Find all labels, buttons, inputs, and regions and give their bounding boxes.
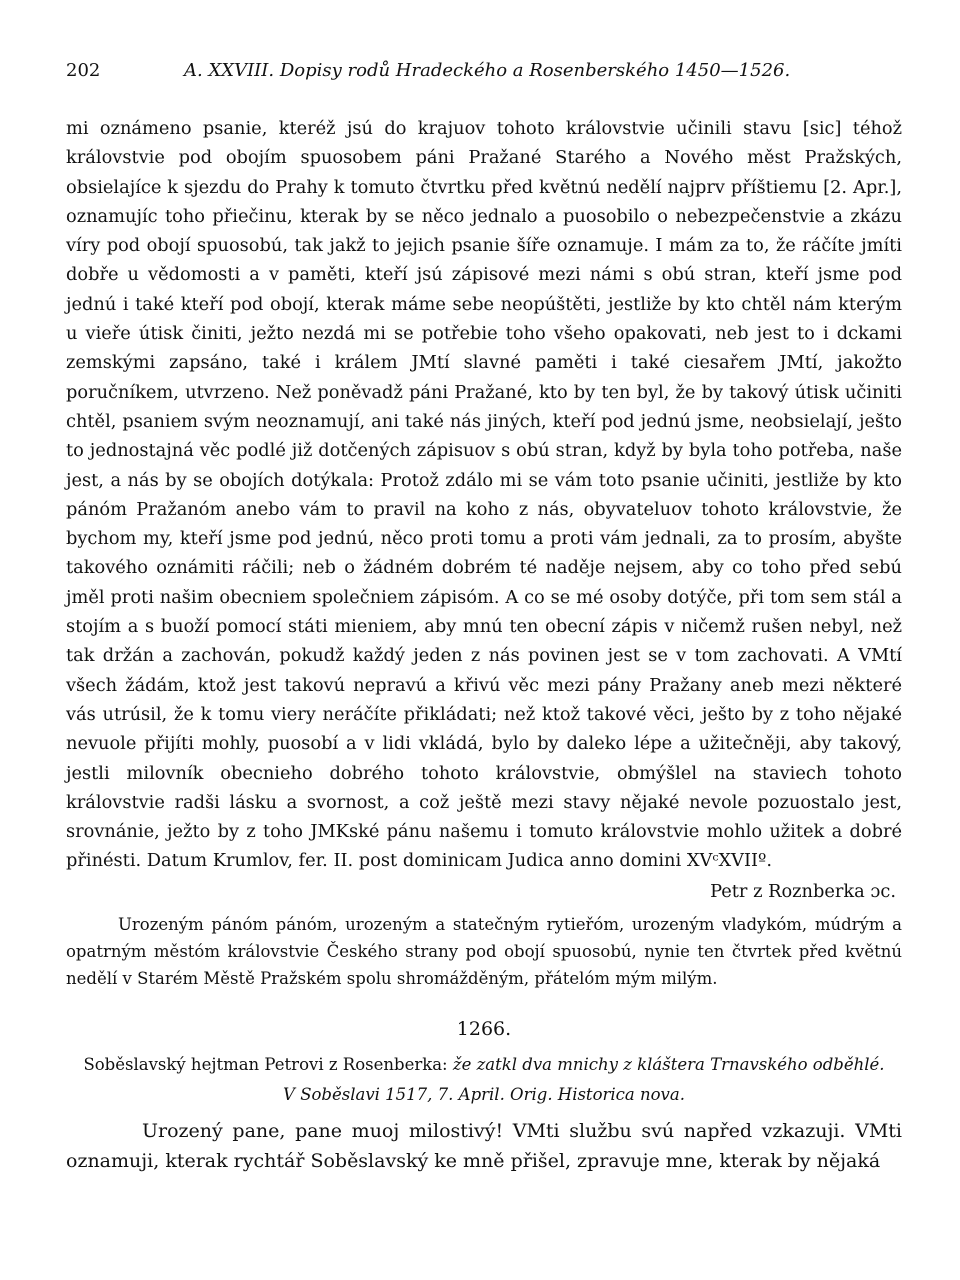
address-note: Urozeným pánóm pánóm, urozeným a statečným rytieřóm, urozeným vladykóm, múdrým a opatrným městóm královstvie Českého strany pod obojí spuosobú, nynie ten čtvrtek před květnú nedělí v Starém Městě Pražském spolu shromážděným, přátelóm mým milým. — [66, 914, 902, 988]
page-number: 202 — [66, 60, 101, 81]
regest-sender: Soběslavský hejtman Petrovi z Rosenberka: — [83, 1054, 448, 1074]
running-title: A. XXVIII. Dopisy rodů Hradeckého a Rosenberského 1450—1526. — [184, 60, 791, 81]
signature: Petr z Roznberka ɔc. — [710, 880, 896, 902]
regest — [66, 1050, 902, 1080]
body-text — [66, 114, 902, 876]
document-number: 1266. — [456, 1017, 512, 1040]
dating-line: V Soběslavi 1517, 7. April. Orig. Historica nova. — [283, 1084, 685, 1104]
letter-body-paragraph: mi oznámeno psanie, kteréž jsú do krajuov tohoto královstvie učinili stavu [sic] téhož královstvie pod obojím spuosobem páni Pražané Starého a Nového měst Pražských, obsielajíce k sjezdu do Prahy k tomuto čtvrtku před květnú nedělí najprv příštiemu [2. Apr.], oznamujíc toho přiečinu, kterak by se něco jednalo a puosobilo o nebezpečenstvie a zkázu víry pod obojí spuosobú, tak jakž to jejich psanie šíře oznamuje. I mám za to, že ráčíte jmíti dobře u vědomosti a v paměti, kteří jsú zápisové mezi námi s obú stran, kteří jsme pod jednú i také kteří pod obojí, kterak máme sebe neopúštěti, jestliže by kto chtěl nám kterým u vieře útisk činiti, ježto nezdá mi se potřebie toho všeho opakovati, neb jest to i dckami zemskými zapsáno, také i králem JMtí slavné paměti i také ciesařem JMtí, jakožto poručníkem, utvrzeno. Než poněvadž páni Pražané, kto by ten byl, že by takový útisk učiniti chtěl, psaniem svým neoznamují, ani také nás jiných, kteří pod jednú jsme, neobsielají, ješto to jednostajná věc podlé již dotčených zápisuov s obú stran, když by byla toho potřeba, naše jest, a nás by se obojích dotýkala: Protož zdálo mi se vám toto psanie učiniti, jestliže by kto pánóm Pražanóm anebo vám to pravil na koho z nás, obyvateluov tohoto královstvie, že bychom my, kteří jsme pod jednú, něco proti tomu a proti vám jednali, za to prosím, abyšte takového oznámiti ráčili; neb o žádném dobrém té naděje nejsem, aby co toho před sebú jměl proti našim obecniem společniem zápisóm. A co se mé osoby dotýče, při tom sem stál a stojím a s buoží pomocí státi mieniem, aby mnú ten obecní zápis v ničemž rušen nebyl, než tak držán a zachován, pokudž každý jeden z nás povinen jest se v tom zachovati. A VMtí všech žádám, ktož jest takovú nepravú a křivú věc mezi pány Pražany aneb mezi některé vás utrúsil, že k tomu viery neráčíte přikládati; než ktož takové věci, ješto by z toho nějaké nevuole přijíti mohly, puosobí a v lidi vkládá, bylo by daleko lépe a užitečněji, aby takový, jestli milovník obecnieho dobrého tohoto královstvie, obmýšlel na staviech tohoto královstvie radši lásku a svornost, a což ještě mezi stavy nějaké nevole pozuostalo jest, srovnánie, ježto by z toho JMKské pánu našemu i tomuto královstvie mohlo užitek a dobré přinésti. Datum Krumlov, fer. II. post dominicam Judica anno domini XVᶜXVIIº. — [66, 118, 902, 872]
letter-opening: Urozený pane, pane muoj milostivý! VMti službu svú napřed vzkazuji. VMti oznamuji, kterak rychtář Soběslavský ke mně přišel, zpravuje mne, kterak by nějaká — [66, 1119, 902, 1172]
regest-subject: že zatkl dva mnichy z kláštera Trnavského odběhlé. — [452, 1054, 885, 1074]
page — [66, 60, 902, 1176]
page-header — [66, 60, 902, 90]
